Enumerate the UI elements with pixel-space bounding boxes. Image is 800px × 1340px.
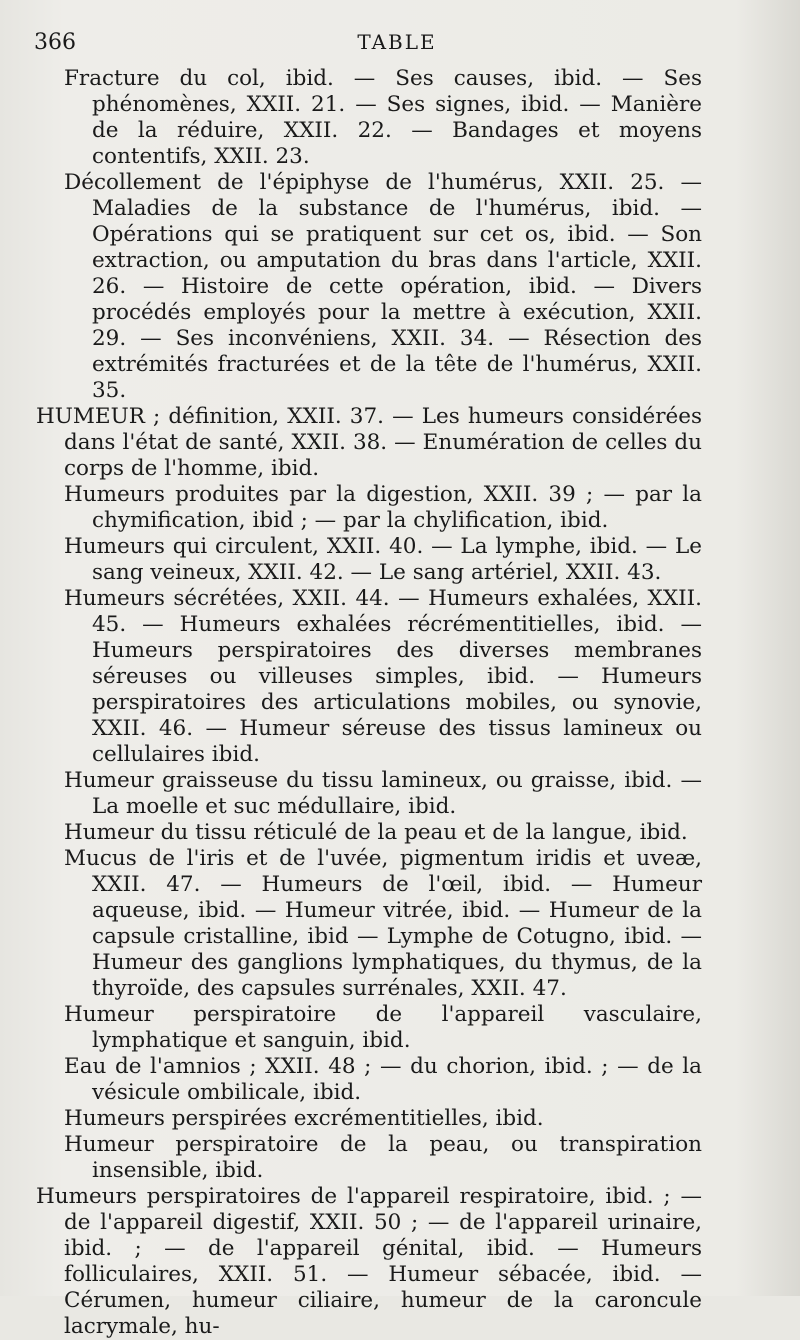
- page-number: 366: [34, 30, 76, 55]
- index-entry: Humeurs qui circulent, XXII. 40. — La lymphe, ibid. — Le sang veineux, XXII. 42. — Le sang artériel, XXII. 43.: [64, 534, 702, 585]
- index-entry: Humeurs sécrétées, XXII. 44. — Humeurs exhalées, XXII. 45. — Humeurs exhalées récrémentitielles, ibid. — Humeurs perspiratoires des diverses membranes séreuses ou villeuses simples, ibid. — Humeurs perspiratoires des articulations mobiles, ou synovie, XXII. 46. — Humeur séreuse des tissus lamineux ou cellulaires ibid.: [64, 586, 702, 767]
- index-entry: Humeur perspiratoire de la peau, ou transpiration insensible, ibid.: [64, 1132, 702, 1183]
- index-entry: Décollement de l'épiphyse de l'humérus, XXII. 25. — Maladies de la substance de l'humérus, ibid. — Opérations qui se pratiquent sur cet os, ibid. — Son extraction, ou amputation du bras dans l'article, XXII. 26. — Histoire de cette opération, ibid. — Divers procédés employés pour la mettre à exécution, XXII. 29. — Ses inconvéniens, XXII. 34. — Résection des extrémités fracturées et de la tête de l'humérus, XXII. 35.: [64, 170, 702, 403]
- index-entry: Humeurs perspirées excrémentitielles, ibid.: [64, 1106, 544, 1131]
- index-entry: Humeurs produites par la digestion, XXII. 39 ; — par la chymification, ibid ; — par la chylification, ibid.: [64, 482, 702, 533]
- index-entry: Mucus de l'iris et de l'uvée, pigmentum iridis et uveæ, XXII. 47. — Humeurs de l'œil, ibid. — Humeur aqueuse, ibid. — Humeur vitrée, ibid. — Humeur de la capsule cristalline, ibid — Lymphe de Cotugno, ibid. — Humeur des ganglions lymphatiques, du thymus, de la thyroïde, des capsules surrénales, XXII. 47.: [64, 846, 702, 1001]
- index-entry: Eau de l'amnios ; XXII. 48 ; — du chorion, ibid. ; — de la vésicule ombilicale, ibid.: [64, 1054, 702, 1105]
- index-entry: Humeur du tissu réticulé de la peau et de la langue, ibid.: [64, 820, 688, 845]
- index-entry: Fracture du col, ibid. — Ses causes, ibid. — Ses phénomènes, XXII. 21. — Ses signes, ibid. — Manière de la réduire, XXII. 22. — Bandages et moyens contentifs, XXII. 23.: [64, 66, 702, 169]
- index-entry: Humeur graisseuse du tissu lamineux, ou graisse, ibid. — La moelle et suc médullaire, ibid.: [64, 768, 702, 819]
- page-header: [34, 30, 760, 64]
- index-entry: Humeurs perspiratoires de l'appareil respiratoire, ibid. ; — de l'appareil digestif, XXII. 50 ; — de l'appareil urinaire, ibid. ; — de l'appareil génital, ibid. — Humeurs folliculaires, XXII. 51. — Humeur sébacée, ibid. — Cérumen, humeur ciliaire, humeur de la caroncule lacrymale, hu-: [36, 1184, 702, 1339]
- index-content: [36, 66, 702, 1340]
- index-entry: HUMEUR ; définition, XXII. 37. — Les humeurs considérées dans l'état de santé, XXII. 38. — Enumération de celles du corps de l'homme, ibid.: [36, 404, 702, 481]
- running-title: TABLE: [357, 30, 437, 54]
- index-entry: Humeur perspiratoire de l'appareil vasculaire, lymphatique et sanguin, ibid.: [64, 1002, 702, 1053]
